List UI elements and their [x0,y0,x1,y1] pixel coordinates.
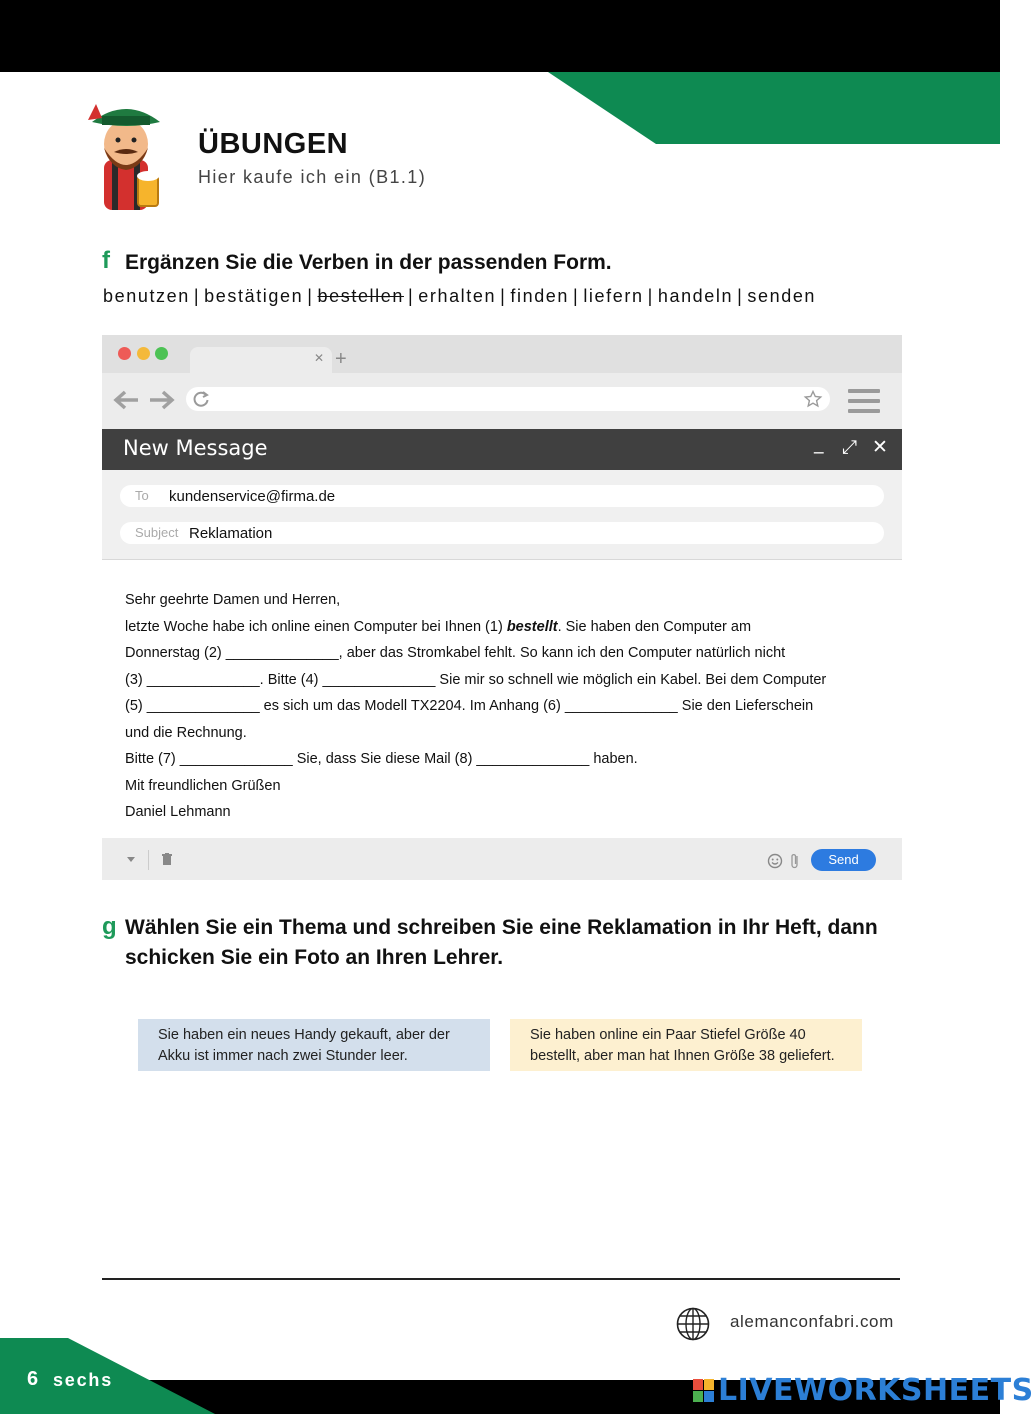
expand-icon[interactable]: ⤢ [842,436,858,458]
word-separator: | [407,286,415,306]
menu-icon[interactable] [848,389,880,413]
close-window-dot[interactable] [118,347,131,360]
word-bank-item: benutzen [103,286,190,306]
maximize-window-dot[interactable] [155,347,168,360]
topic-card-phone [138,1019,490,1071]
word-bank-item: erhalten [418,286,497,306]
body-line: Bitte (7) ______________ Sie, dass Sie diese Mail (8) ______________ haben. [125,751,638,767]
minimize-icon[interactable]: _ [814,432,824,454]
word-bank-item-used: bestellen [317,286,404,306]
top-black-bar [0,0,1000,72]
browser-tab[interactable] [190,347,332,373]
word-bank-item: finden [510,286,570,306]
dropdown-arrow-icon[interactable] [126,856,136,864]
subject-value: Reklamation [189,525,273,542]
browser-nav-bar [102,373,902,429]
word-separator: | [573,286,580,306]
compose-header [102,429,902,470]
divider [148,850,149,870]
globe-icon [676,1307,710,1341]
word-separator: | [307,286,314,306]
word-separator: | [193,286,201,306]
body-line: Donnerstag (2) ______________, aber das Stromkabel fehlt. So kann ich den Computer natürlich nicht [125,645,786,661]
exercise-f-instruction: Ergänzen Sie die Verben in der passenden Form. [125,251,612,274]
tab-close-icon[interactable]: ✕ [314,351,325,365]
word-separator: | [737,286,744,306]
minimize-window-dot[interactable] [137,347,150,360]
word-bank-item: senden [747,286,817,306]
trash-icon[interactable] [161,853,173,866]
body-line: Mit freundlichen Grüßen [125,777,281,794]
compose-fields [102,470,902,560]
topic-text: Sie haben ein neues Handy gekauft, aber der [158,1027,450,1043]
compose-title: New Message [123,436,268,460]
word-bank [103,286,816,307]
close-icon[interactable]: ✕ [872,436,888,458]
body-text-segment: . Sie haben den Computer am [557,618,752,635]
liveworksheets-logo-icon [693,1379,715,1403]
to-label: To [135,488,149,503]
page-subtitle: Hier kaufe ich ein (B1.1) [198,167,427,187]
word-bank-item: handeln [657,286,734,306]
topic-text: Akku ist immer nach zwei Stunder leer. [158,1048,408,1064]
subject-label: Subject [135,525,179,540]
email-body[interactable] [125,587,885,826]
to-field[interactable] [120,485,884,507]
body-line: Sehr geehrte Damen und Herren, [125,592,341,608]
emoji-icon[interactable] [767,853,783,869]
website-link[interactable]: alemanconfabri.com [730,1312,894,1331]
word-separator: | [647,286,654,306]
topic-card-boots [510,1019,862,1071]
body-line [125,614,885,641]
page-title: ÜBUNGEN [198,128,349,160]
browser-tab-bar [102,335,902,373]
compose-footer [102,838,902,880]
exercise-g-letter: g [102,913,117,940]
body-text-segment: letzte Woche habe ich online einen Computer bei Ihnen (1) [125,618,507,635]
to-value: kundenservice@firma.de [169,488,336,505]
mascot-illustration [82,98,168,214]
send-button[interactable]: Send [811,849,876,871]
bookmark-star-icon[interactable] [804,390,822,408]
word-separator: | [500,286,507,306]
body-line: (3) ______________. Bitte (4) ______________ Sie mir so schnell wie möglich ein Kabel. Bei dem Computer [125,671,827,688]
page-number-word: sechs [53,1370,114,1390]
back-arrow-icon[interactable] [112,389,140,411]
page-number: 6 [27,1368,39,1390]
body-line: Daniel Lehmann [125,804,231,820]
topic-text: Sie haben online ein Paar Stiefel Größe 40 [530,1027,806,1043]
liveworksheets-watermark: LIVEWORKSHEETS [718,1373,1034,1408]
new-tab-icon[interactable]: + [335,348,347,370]
reload-icon[interactable] [192,390,210,408]
example-answer: bestellt [506,618,558,635]
url-bar[interactable] [186,387,830,411]
body-line: und die Rechnung. [125,724,247,741]
header-green-wedge [548,72,1000,144]
word-bank-item: liefern [583,286,644,306]
attachment-icon[interactable] [790,852,800,870]
exercise-g-instruction-line2: schicken Sie ein Foto an Ihren Lehrer. [125,946,504,969]
email-browser-window [102,335,902,880]
subject-field[interactable] [120,522,884,544]
body-line: (5) ______________ es sich um das Modell TX2204. Im Anhang (6) ______________ Sie den Lieferschein [125,698,814,714]
footer-divider [102,1278,900,1280]
exercise-f-letter: f [102,247,110,274]
word-bank-item: bestätigen [204,286,304,306]
exercise-g-instruction-line1: Wählen Sie ein Thema und schreiben Sie eine Reklamation in Ihr Heft, dann [125,916,878,939]
forward-arrow-icon[interactable] [148,389,176,411]
topic-text: bestellt, aber man hat Ihnen Größe 38 geliefert. [530,1048,835,1064]
